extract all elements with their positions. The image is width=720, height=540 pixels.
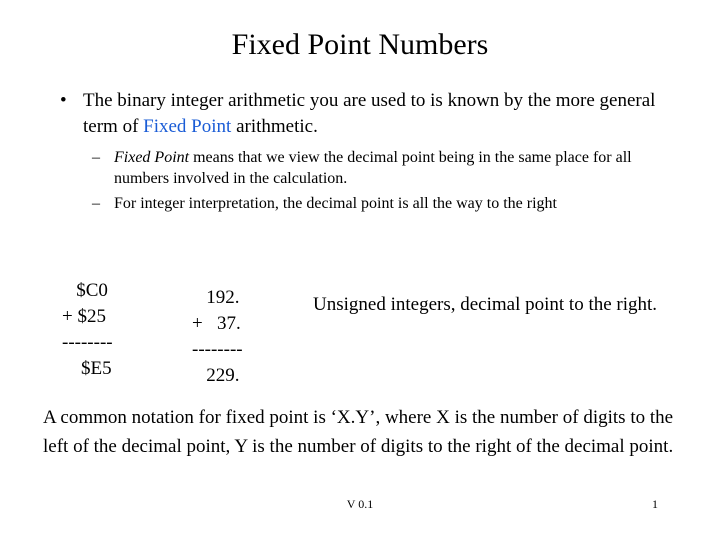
sub-bullet-integer: [92, 193, 632, 214]
hex-result: $E5: [62, 358, 112, 379]
hex-operand-1: $C0: [62, 280, 108, 301]
sub-bullet-marker: –: [92, 195, 100, 212]
hex-addition-example: [62, 278, 113, 382]
sub-bullet-text: For integer interpretation, the decimal point is all the way to the right: [114, 195, 557, 212]
decimal-operand-2: + 37.: [192, 313, 241, 334]
fixed-point-highlight: Fixed Point: [143, 116, 232, 137]
fixed-point-term: Fixed Point: [114, 149, 190, 166]
page-number: 1: [652, 497, 658, 511]
version-footer: V 0.1: [346, 497, 374, 511]
sub-bullet-marker: –: [92, 149, 100, 166]
unsigned-note: Unsigned integers, decimal point to the right.: [313, 294, 658, 315]
hex-divider: --------: [62, 332, 113, 353]
bullet-text-after: arithmetic.: [231, 116, 318, 137]
bullet-marker: •: [60, 90, 67, 111]
decimal-divider: --------: [192, 339, 243, 360]
decimal-addition-example: [192, 285, 243, 389]
bullet-text: [83, 88, 660, 140]
sub-bullet-definition: [92, 147, 632, 189]
slide-title: Fixed Point Numbers: [231, 28, 489, 61]
decimal-result: 229.: [192, 365, 240, 386]
hex-operand-2: + $25: [62, 306, 106, 327]
decimal-operand-1: 192.: [192, 287, 240, 308]
notation-paragraph: A common notation for fixed point is ‘X.Y’, where X is the number of digits to the left of the decimal point, Y is the number of digits to the right of the decimal point.: [43, 407, 674, 457]
bullet-text-before: The binary integer arithmetic you are used to is known by the more general term of: [83, 90, 656, 137]
bullet-item: [60, 88, 660, 140]
definition-text: means that we view the decimal point being in the same place for all numbers involved in the calculation.: [114, 149, 632, 187]
sub-bullet-text: [114, 147, 632, 189]
